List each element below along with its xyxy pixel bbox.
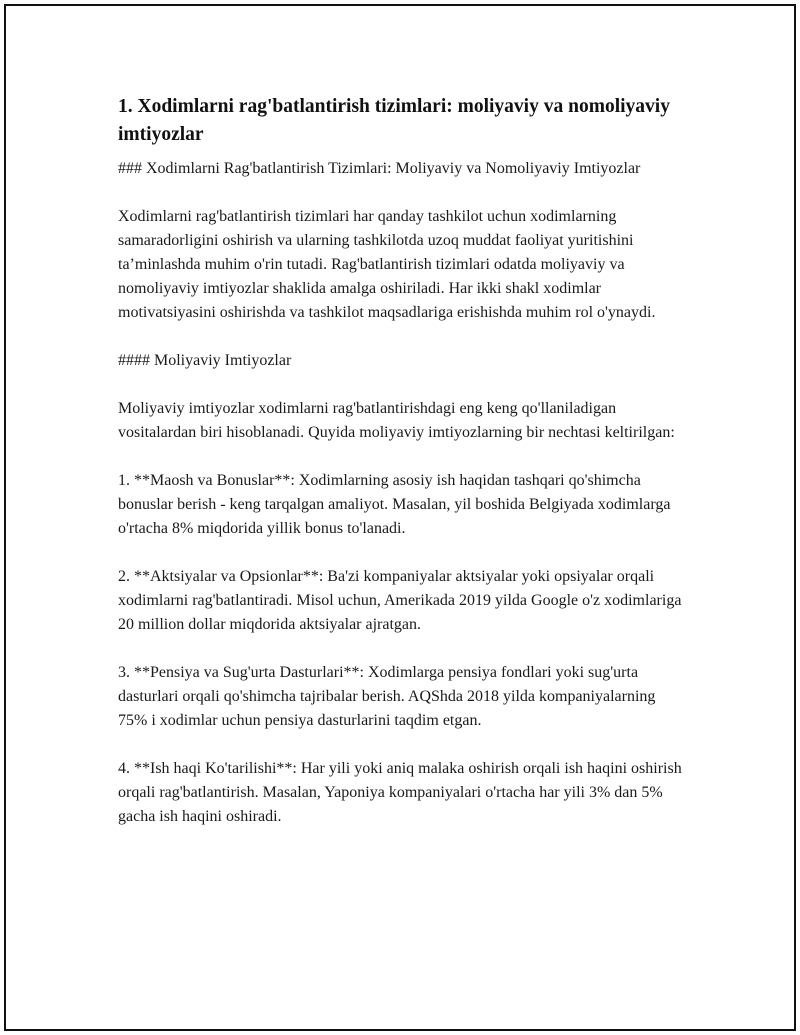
document-title: 1. Xodimlarni rag'batlantirish tizimlari: moliyaviy va nomoliyaviy imtiyozlar (118, 96, 670, 145)
subheading: ### Xodimlarni Rag'batlantirish Tizimlari: Moliyaviy va Nomoliyaviy Imtiyozlar (118, 160, 641, 177)
list-item-3: 3. **Pensiya va Sug'urta Dasturlari**: Xodimlarga pensiya fondlari yoki sug'urta dasturlari orqali qo'shimcha tajribalar berish. AQShda 2018 yilda kompaniyalarning 75% i xodimlar uchun pensiya dasturlarini taqdim etgan. (118, 664, 656, 729)
document-body (118, 93, 688, 853)
list-item-1: 1. **Maosh va Bonuslar**: Xodimlarning asosiy ish haqidan tashqari qo'shimcha bonuslar berish - keng tarqalgan amaliyot. Masalan, yil boshida Belgiyada xodimlarga o'rtacha 8% miqdorida yillik bonus to'lanadi. (118, 472, 671, 537)
section-intro-paragraph: Moliyaviy imtiyozlar xodimlarni rag'batlantirishdagi eng keng qo'llaniladigan vositalardan biri hisoblanadi. Quyida moliyaviy imtiyozlarning bir nechtasi keltirilgan: (118, 400, 675, 441)
list-item-4: 4. **Ish haqi Ko'tarilishi**: Har yili yoki aniq malaka oshirish orqali ish haqini oshirish orqali rag'batlantirish. Masalan, Yaponiya kompaniyalari o'rtacha har yili 3% dan 5% gacha ish haqini oshiradi. (118, 760, 682, 825)
section-heading: #### Moliyaviy Imtiyozlar (118, 352, 292, 369)
list-item-2: 2. **Aktsiyalar va Opsionlar**: Ba'zi kompaniyalar aktsiyalar yoki opsiyalar orqali xodimlarni rag'batlantiradi. Misol uchun, Amerikada 2019 yilda Google o'z xodimlariga 20 million dollar miqdorida aktsiyalar ajratgan. (118, 568, 682, 633)
intro-paragraph: Xodimlarni rag'batlantirish tizimlari har qanday tashkilot uchun xodimlarning samaradorligini oshirish va ularning tashkilotda uzoq muddat faoliyat yuritishini ta’minlashda muhim o'rin tutadi. Rag'batlantirish tizimlari odatda moliyaviy va nomoliyaviy imtiyozlar shaklida amalga oshiriladi. Har ikki shakl xodimlar motivatsiyasini oshirishda va tashkilot maqsadlariga erishishda muhim rol o'ynaydi. (118, 208, 656, 321)
